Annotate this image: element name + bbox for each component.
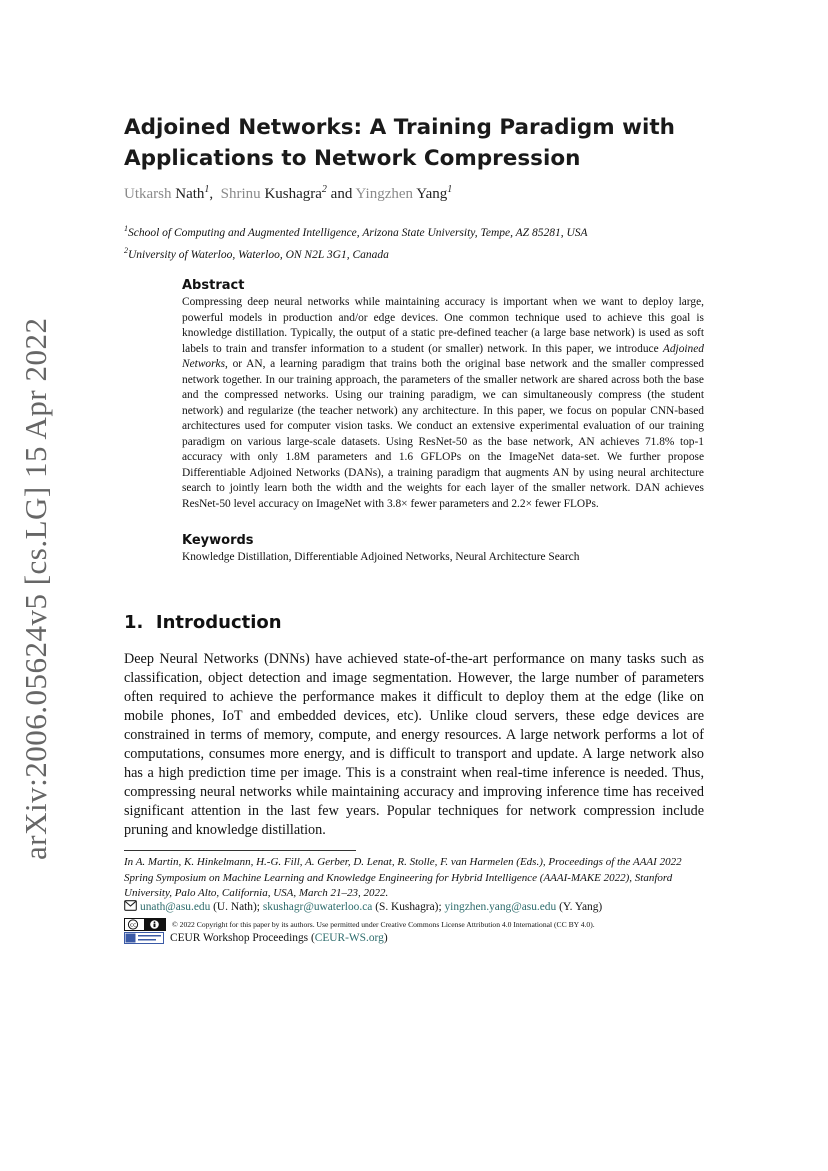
abstract-heading: Abstract — [182, 278, 245, 293]
email-link-yang[interactable]: yingzhen.yang@asu.edu — [444, 901, 557, 913]
email-link-kushagra[interactable]: skushagr@uwaterloo.ca — [262, 901, 373, 913]
email-link-nath[interactable]: unath@asu.edu — [140, 901, 211, 913]
authors-and: and — [330, 186, 353, 202]
cc-by-icon — [124, 918, 166, 931]
title-line-2: Applications to Network Compression — [124, 146, 581, 171]
author-1: Utkarsh Nath$^1$ — [124, 184, 210, 202]
introduction-text: Deep Neural Networks (DNNs) have achieved state-of-the-art performance on many tasks such as classification, object detection and image segmentation. However, the large number of parameters often required to achieve the performance makes it difficult to deploy them at the edge (like on mobile phones, IoT and embedded devices, etc). Unlike cloud servers, these edge devices are constrained in terms of memory, compute, and energy resources. A large network performs a lot of computations, consumes more energy, and is difficult to transport and update. A large network also has a high prediction time per image. This is a constraint when real-time inference is needed. Thus, compressing neural networks while maintaining accuracy and improving inference time has received significant attention in the last few years. Popular techniques for network compression include pruning and knowledge distillation. — [124, 651, 704, 838]
affiliation-1: $^1$School of Computing and Augmented Intelligence, Arizona State University, Tempe, AZ 85281, USA — [124, 224, 588, 239]
keywords-section — [182, 533, 704, 565]
email-footnote: unath@asu.edu (U. Nath); skushagr@uwaterloo.ca (S. Kushagra); yingzhen.yang@asu.edu (Y. Yang) — [124, 900, 602, 913]
paper-title — [124, 112, 724, 174]
abstract-section — [182, 278, 704, 512]
keywords-heading: Keywords — [182, 533, 254, 548]
abstract-text: Compressing deep neural networks while maintaining accuracy is important when we want to deploy large, powerful models in production and/or edge devices. One common technique used to achieve this goal is knowledge distillation. Typically, the output of a static pre-defined teacher (a large base network) is used as soft labels to train and transfer information to a student (or smaller) network. In this paper, we introduce Adjoined Networks, or AN, a learning paradigm that trains both the original base network and the smaller compressed network together. In our training approach, the parameters of the smaller network are shared across both the base and the compressed networks. Using our training paradigm, we can simultaneously compress (the student network) and regularize (the teacher network) any architecture. In this paper, we focus on popular CNN-based architectures used for computer vision tasks. We conduct an extensive experimental evaluation of our training paradigm on various large-scale datasets. Using ResNet-50 as the base network, AN achieves 71.8% top-1 accuracy with only 1.8M parameters and 1.6 GFLOPs on the ImageNet data-set. We further propose Differentiable Adjoined Networks (DANs), a training paradigm that augments AN by using neural architecture search to jointly learn both the width and the weights for each layer of the smaller network. DAN achieves ResNet-50 level accuracy on ImageNet with 3.8× fewer parameters and 2.2× fewer FLOPs. — [182, 296, 704, 510]
ceur-ws-link[interactable]: CEUR-WS.org — [314, 932, 384, 944]
affiliations — [124, 220, 724, 264]
proceedings-footnote: In A. Martin, K. Hinkelmann, H.-G. Fill, A. Gerber, D. Lenat, R. Stolle, F. van Harmelen (Eds.), Proceedings of the AAAI 2022 Spring Symposium on Machine Learning and Knowledge Engineering for Hybrid Intelligence (AAAI-MAKE 2022), Stanford University, Palo Alto, California, USA, March 21–23, 2022. — [124, 856, 682, 899]
author-3: Yingzhen Yang$^1$ — [355, 184, 453, 202]
svg-text:cc: cc — [129, 922, 137, 929]
license-footnote: cc © 2022 Copyright for this paper by its authors. Use permitted under Creative Commons License Attribution 4.0 International (CC BY 4.0). — [124, 918, 595, 931]
introduction-heading: 1. Introduction — [124, 612, 282, 633]
arxiv-identifier: arXiv:2006.05624v5 [cs.LG] 15 Apr 2022 — [18, 317, 53, 860]
ceur-footnote: CEUR Workshop Proceedings (CEUR-WS.org) — [124, 932, 388, 944]
footnote-divider — [124, 850, 356, 851]
ceur-logo-icon — [124, 932, 164, 944]
author-list: Utkarsh Nath$^1$, Shrinu Kushagra$^2$ and Yingzhen Yang$^1$ — [124, 184, 453, 202]
keywords-text: Knowledge Distillation, Differentiable Adjoined Networks, Neural Architecture Search — [182, 551, 580, 563]
affiliation-2: $^2$University of Waterloo, Waterloo, ON N2L 3G1, Canada — [124, 245, 389, 261]
title-line-1: Adjoined Networks: A Training Paradigm with — [124, 115, 675, 140]
envelope-icon — [124, 900, 137, 911]
author-2: Shrinu Kushagra$^2$ — [220, 184, 327, 202]
